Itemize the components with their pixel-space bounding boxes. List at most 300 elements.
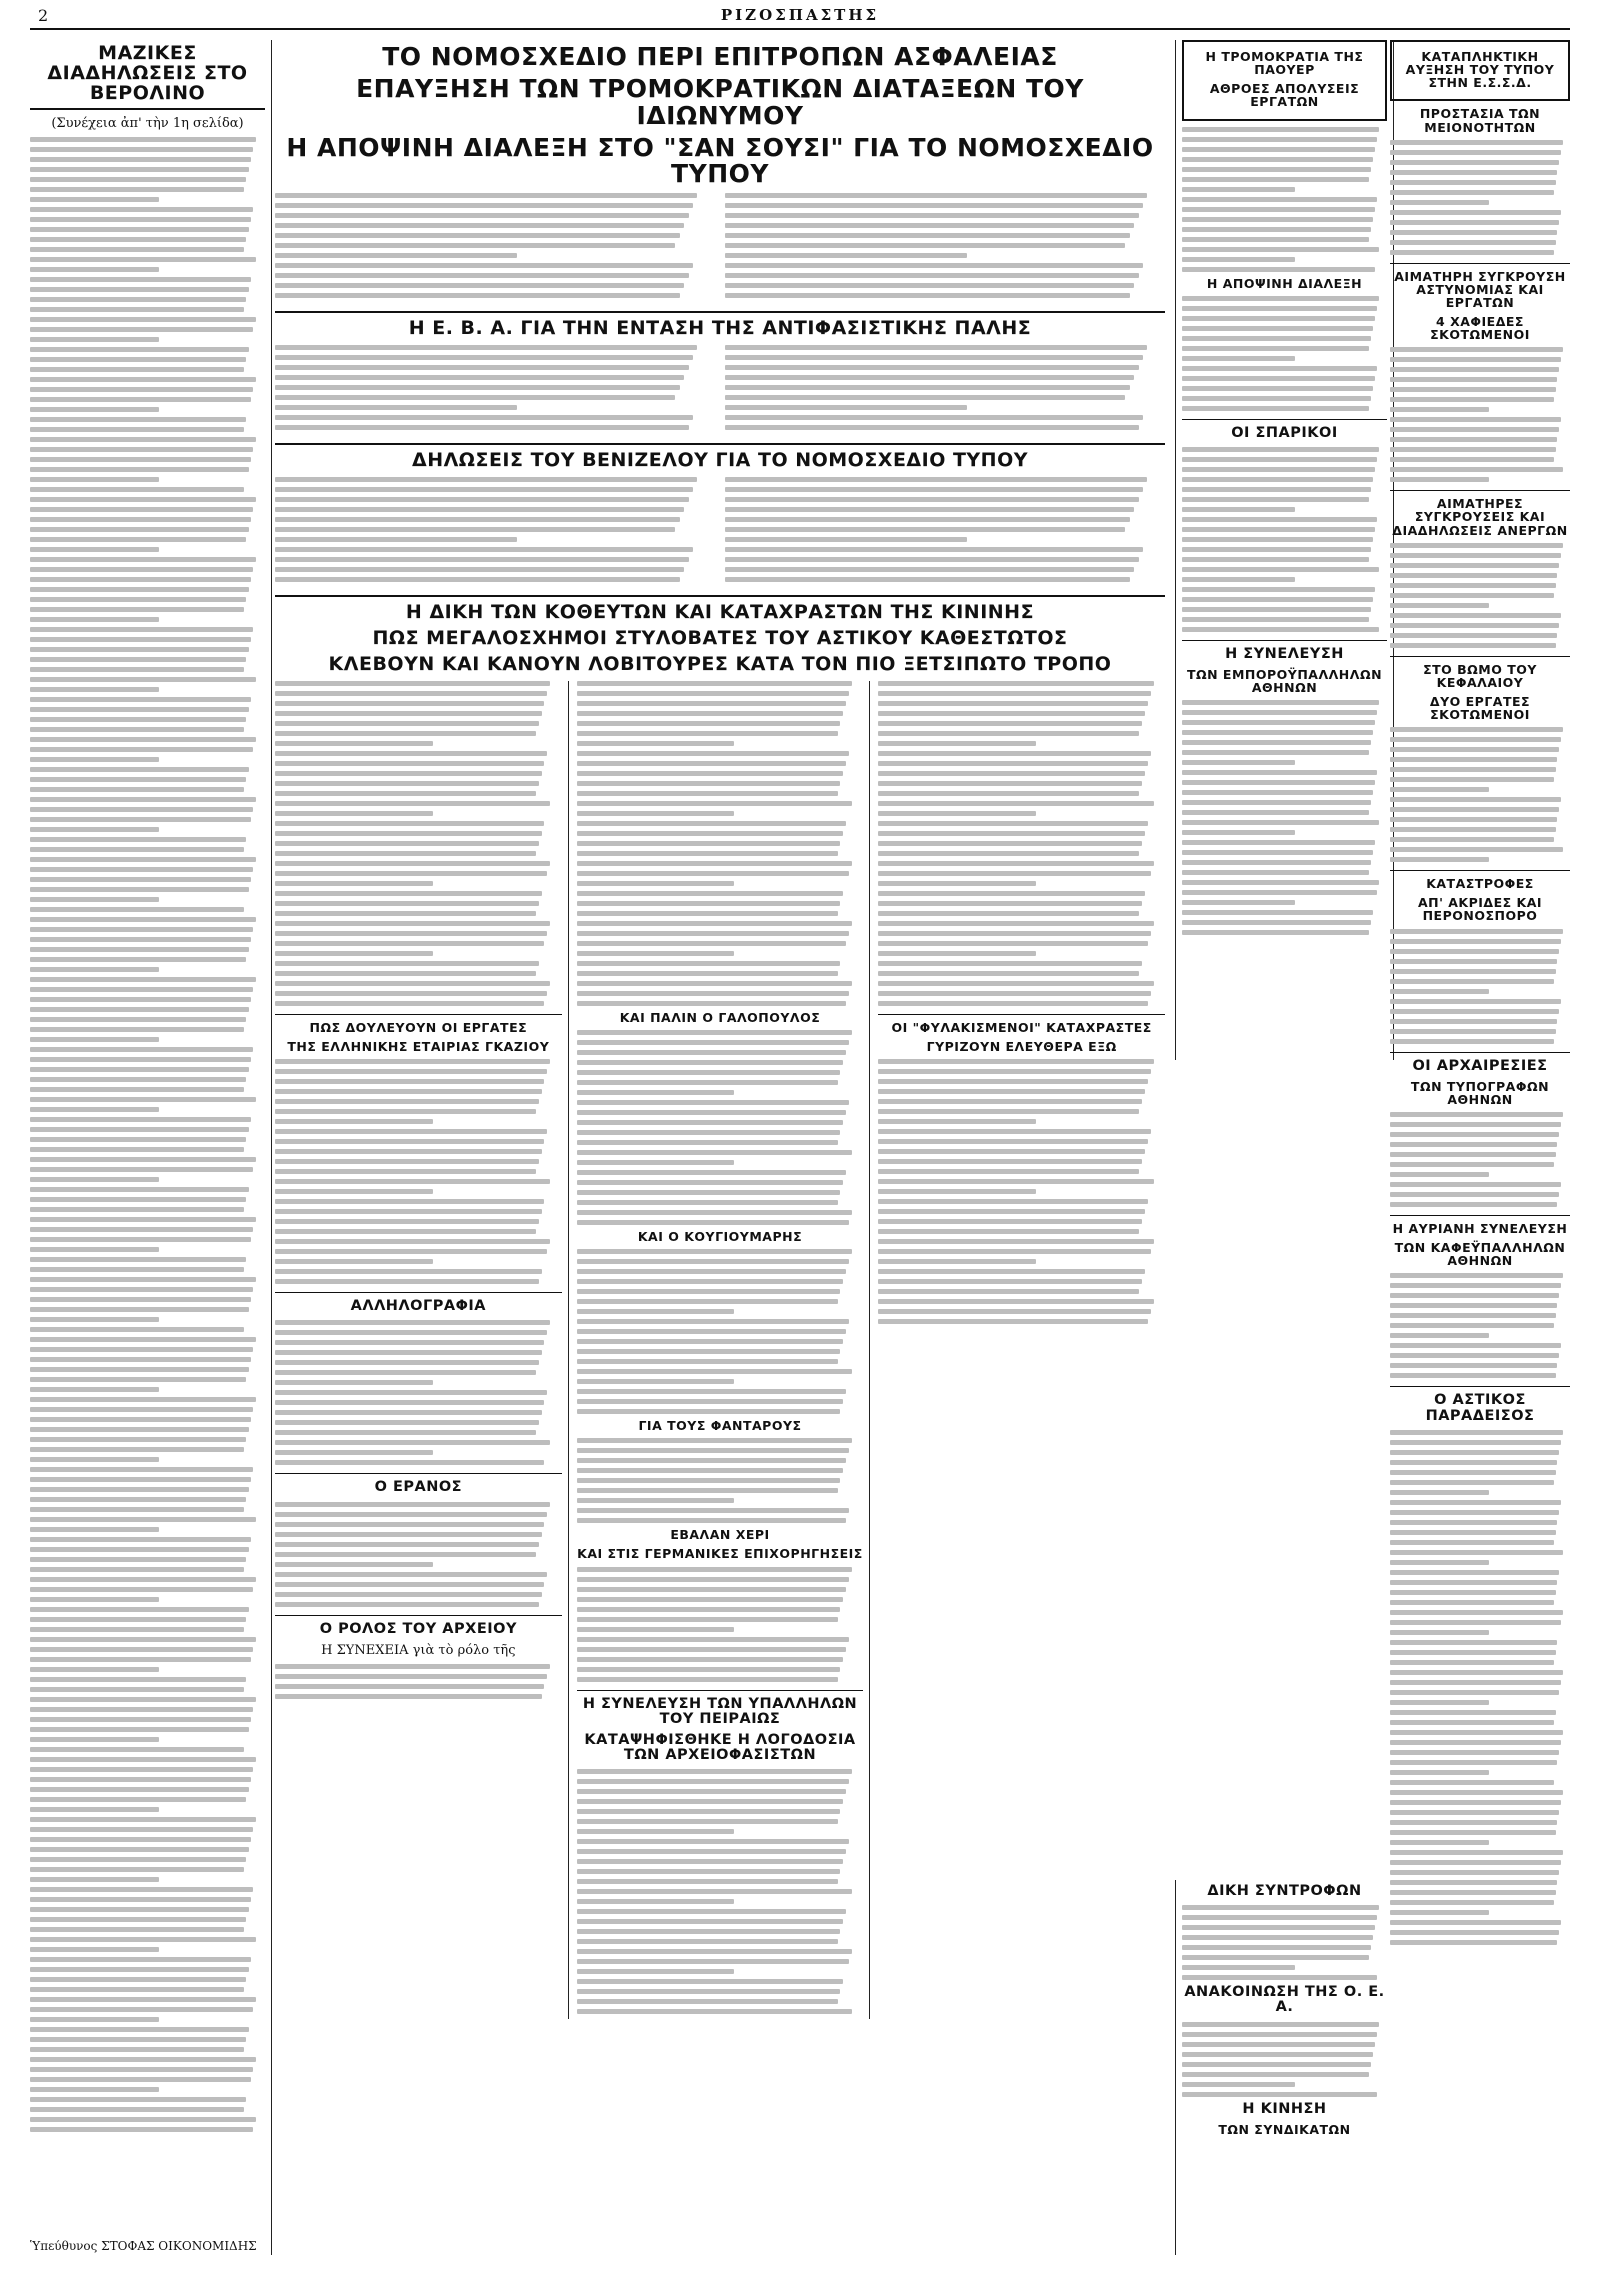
text-line-placeholder <box>725 345 1147 350</box>
text-line-placeholder <box>878 681 1153 686</box>
elections-headline: ΟΙ ΑΡΧΑΙΡΕΣΙΕΣ <box>1412 1057 1548 1074</box>
text-line-placeholder <box>725 223 1134 228</box>
text-line-placeholder <box>275 1562 433 1567</box>
text-line-placeholder <box>725 507 1134 512</box>
kouyioumaris-headline: ΚΑΙ Ο ΚΟΥΓΙΟΥΜΑΡΗΣ <box>637 1229 803 1245</box>
text-line-placeholder <box>30 2077 251 2082</box>
text-line-placeholder <box>1390 1780 1554 1785</box>
text-line-placeholder <box>1390 407 1489 412</box>
text-line-placeholder <box>275 1199 544 1204</box>
text-line-placeholder <box>878 1299 1153 1304</box>
text-line-placeholder <box>30 987 253 992</box>
text-line-placeholder <box>725 557 1139 562</box>
text-line-placeholder <box>30 1747 244 1752</box>
text-line-placeholder <box>30 1487 249 1492</box>
text-line-placeholder <box>1182 890 1377 895</box>
text-line-placeholder <box>30 967 159 972</box>
text-line-placeholder <box>1182 547 1371 552</box>
text-line-placeholder <box>878 811 1036 816</box>
text-line-placeholder <box>1390 1690 1559 1695</box>
text-line-placeholder <box>1182 2032 1377 2037</box>
text-line-placeholder <box>275 365 689 370</box>
text-line-placeholder <box>725 425 1139 430</box>
text-line-placeholder <box>878 891 1145 896</box>
text-line-placeholder <box>577 1090 735 1095</box>
text-line-placeholder <box>275 801 550 806</box>
text-line-placeholder <box>30 1467 253 1472</box>
text-line-placeholder <box>577 1050 846 1055</box>
text-line-placeholder <box>275 1390 547 1395</box>
text-line-placeholder <box>1390 1820 1557 1825</box>
text-line-placeholder <box>878 961 1142 966</box>
text-line-placeholder <box>1390 939 1561 944</box>
text-line-placeholder <box>30 1157 256 1162</box>
divider <box>275 595 1165 597</box>
venizelos-headline: ΔΗΛΩΣΕΙΣ ΤΟΥ ΒΕΝΙΖΕΛΟΥ ΓΙΑ ΤΟ ΝΟΜΟΣΧΕΔΙΟ ΤΥΠΟΥ <box>412 449 1028 472</box>
text-line-placeholder <box>1182 497 1369 502</box>
text-line-placeholder <box>1182 860 1371 865</box>
text-line-placeholder <box>725 365 1139 370</box>
text-line-placeholder <box>30 2127 253 2132</box>
text-line-placeholder <box>1390 1122 1561 1127</box>
text-line-placeholder <box>577 1200 838 1205</box>
text-line-placeholder <box>1182 720 1375 725</box>
text-line-placeholder <box>30 437 256 442</box>
text-line-placeholder <box>30 1127 249 1132</box>
text-line-placeholder <box>30 577 251 582</box>
text-line-placeholder <box>577 1899 735 1904</box>
text-line-placeholder <box>577 1498 735 1503</box>
text-line-placeholder <box>275 961 539 966</box>
text-line-placeholder <box>577 2009 852 2014</box>
newspaper-name: ΡΙΖΟΣΠΑΣΤΗΣ <box>720 6 880 24</box>
minorities-headline: ΠΡΟΣΤΑΣΙΑ ΤΩΝ ΜΕΙΟΝΟΤΗΤΩΝ <box>1419 106 1541 135</box>
text-line-placeholder <box>577 971 838 976</box>
text-line-placeholder <box>577 1939 838 1944</box>
text-line-placeholder <box>275 355 693 360</box>
text-line-placeholder <box>577 1869 841 1874</box>
text-line-placeholder <box>30 557 256 562</box>
text-line-placeholder <box>30 887 249 892</box>
text-line-placeholder <box>725 477 1147 482</box>
text-line-placeholder <box>275 1320 550 1325</box>
text-line-placeholder <box>1390 1112 1563 1117</box>
comrades-trial-body <box>1182 1905 1387 1980</box>
text-line-placeholder <box>577 811 735 816</box>
text-line-placeholder <box>30 1867 244 1872</box>
text-line-placeholder <box>878 701 1147 706</box>
text-line-placeholder <box>30 1687 244 1692</box>
text-line-placeholder <box>878 1269 1145 1274</box>
text-line-placeholder <box>30 1397 256 1402</box>
text-line-placeholder <box>577 991 849 996</box>
text-line-placeholder <box>30 997 251 1002</box>
text-line-placeholder <box>275 711 542 716</box>
text-line-placeholder <box>1390 417 1561 422</box>
text-line-placeholder <box>275 1370 536 1375</box>
column-2 <box>275 681 569 2020</box>
kouyioumaris-body <box>577 1249 864 1414</box>
text-line-placeholder <box>30 1637 256 1642</box>
text-line-placeholder <box>30 1617 246 1622</box>
text-line-placeholder <box>30 1727 249 1732</box>
text-line-placeholder <box>577 1140 838 1145</box>
text-line-placeholder <box>30 187 244 192</box>
lecture-text-a <box>275 193 715 303</box>
text-line-placeholder <box>577 1448 849 1453</box>
text-line-placeholder <box>577 1359 838 1364</box>
text-line-placeholder <box>577 1929 841 1934</box>
text-line-placeholder <box>275 1684 544 1689</box>
text-line-placeholder <box>577 1190 841 1195</box>
text-line-placeholder <box>1182 1935 1373 1940</box>
text-line-placeholder <box>1182 527 1375 532</box>
text-line-placeholder <box>878 1139 1147 1144</box>
text-line-placeholder <box>577 841 841 846</box>
text-line-placeholder <box>878 821 1147 826</box>
text-line-placeholder <box>1182 1905 1379 1910</box>
text-line-placeholder <box>30 1277 256 1282</box>
text-line-placeholder <box>577 1150 852 1155</box>
text-line-placeholder <box>577 1919 844 1924</box>
text-line-placeholder <box>1182 336 1371 341</box>
two-workers-body <box>1390 727 1570 862</box>
piraeus-employees-headline: Η ΣΥΝΕΛΕΥΣΗ ΤΩΝ ΥΠΑΛΛΗΛΩΝ ΤΟΥ ΠΕΙΡΑΙΩΣ <box>582 1695 858 1727</box>
newspaper-page <box>30 0 1570 2275</box>
text-line-placeholder <box>30 1647 253 1652</box>
text-line-placeholder <box>30 457 251 462</box>
text-line-placeholder <box>30 1377 246 1382</box>
text-line-placeholder <box>1182 227 1371 232</box>
text-line-placeholder <box>1390 1353 1559 1358</box>
text-line-placeholder <box>1390 1283 1561 1288</box>
text-line-placeholder <box>1390 1510 1559 1515</box>
text-line-placeholder <box>577 1889 852 1894</box>
text-line-placeholder <box>30 897 159 902</box>
text-line-placeholder <box>1182 2062 1371 2067</box>
text-line-placeholder <box>577 851 838 856</box>
text-line-placeholder <box>1390 817 1557 822</box>
text-line-placeholder <box>30 1837 251 1842</box>
text-line-placeholder <box>1390 1660 1554 1665</box>
text-line-placeholder <box>577 1478 841 1483</box>
text-line-placeholder <box>275 1330 547 1335</box>
kinine-subheadline-1: ΠΩΣ ΜΕΓΑΛΟΣΧΗΜΟΙ ΣΤΥΛΟΒΑΤΕΣ ΤΟΥ ΑΣΤΙΚΟΥ ΚΑΘΕΣΤΩΤΟΣ <box>372 627 1068 650</box>
text-line-placeholder <box>30 617 159 622</box>
text-line-placeholder <box>725 497 1139 502</box>
text-line-placeholder <box>30 2067 253 2072</box>
text-line-placeholder <box>577 1627 735 1632</box>
text-line-placeholder <box>577 1100 849 1105</box>
text-line-placeholder <box>275 1512 547 1517</box>
text-line-placeholder <box>878 711 1145 716</box>
hands-headline: ΕΒΑΛΑΝ ΧΕΡΙ <box>670 1527 770 1543</box>
text-line-placeholder <box>577 731 838 736</box>
text-line-placeholder <box>275 781 539 786</box>
text-line-placeholder <box>577 1979 844 1984</box>
text-line-placeholder <box>1390 959 1557 964</box>
text-line-placeholder <box>577 1587 846 1592</box>
text-line-placeholder <box>30 317 256 322</box>
text-line-placeholder <box>30 1657 251 1662</box>
text-line-placeholder <box>30 1297 251 1302</box>
text-line-placeholder <box>30 1767 253 1772</box>
text-line-placeholder <box>1390 807 1559 812</box>
text-line-placeholder <box>878 1239 1153 1244</box>
text-line-placeholder <box>577 1259 849 1264</box>
text-line-placeholder <box>30 1587 253 1592</box>
text-line-placeholder <box>1390 929 1563 934</box>
text-line-placeholder <box>1390 1670 1563 1675</box>
text-line-placeholder <box>577 1859 844 1864</box>
text-line-placeholder <box>275 1109 536 1114</box>
text-line-placeholder <box>577 901 841 906</box>
text-line-placeholder <box>275 1099 539 1104</box>
text-line-placeholder <box>878 731 1139 736</box>
text-line-placeholder <box>1390 949 1559 954</box>
meeting-headline: Η ΣΥΝΕΛΕΥΣΗ <box>1225 645 1344 662</box>
text-line-placeholder <box>275 405 517 410</box>
text-line-placeholder <box>275 487 693 492</box>
text-line-placeholder <box>275 1360 539 1365</box>
police-clash-body <box>1390 347 1570 482</box>
text-line-placeholder <box>1182 207 1375 212</box>
text-line-placeholder <box>878 931 1150 936</box>
text-line-placeholder <box>275 1139 544 1144</box>
text-line-placeholder <box>1390 1303 1557 1308</box>
text-line-placeholder <box>30 2117 256 2122</box>
archive-role-body <box>275 1664 562 1699</box>
text-line-placeholder <box>577 1597 844 1602</box>
text-line-placeholder <box>30 1567 244 1572</box>
text-line-placeholder <box>30 167 249 172</box>
text-line-placeholder <box>30 1007 249 1012</box>
text-line-placeholder <box>275 1069 547 1074</box>
text-line-placeholder <box>275 1694 542 1699</box>
text-line-placeholder <box>275 1249 547 1254</box>
text-line-placeholder <box>1390 1610 1563 1615</box>
text-line-placeholder <box>30 607 244 612</box>
text-line-placeholder <box>1182 1965 1295 1970</box>
shop-clerks-body <box>1182 700 1387 935</box>
text-line-placeholder <box>1390 1680 1561 1685</box>
text-line-placeholder <box>1182 187 1295 192</box>
text-line-placeholder <box>577 1567 852 1572</box>
text-line-placeholder <box>1390 220 1559 225</box>
text-line-placeholder <box>577 1080 838 1085</box>
text-line-placeholder <box>1182 517 1377 522</box>
unions-headline: ΤΩΝ ΣΥΝΔΙΚΑΤΩΝ <box>1218 2121 1351 2137</box>
soldiers-headline: ΓΙΑ ΤΟΥΣ ΦΑΝΤΑΡΟΥΣ <box>638 1418 802 1434</box>
text-line-placeholder <box>1390 1940 1557 1945</box>
text-line-placeholder <box>1182 850 1373 855</box>
text-line-placeholder <box>878 691 1150 696</box>
ussr-press-headline: ΚΑΤΑΠΛΗΚΤΙΚΗ ΑΥΞΗΣΗ ΤΟΥ ΤΥΠΟΥ ΣΤΗΝ Ε.Σ.Σ.Δ. <box>1405 49 1555 91</box>
shop-clerks-headline: ΤΩΝ ΕΜΠΟΡΟΫΠΑΛΛΗΛΩΝ ΑΘΗΝΩΝ <box>1186 667 1383 696</box>
text-line-placeholder <box>30 1907 249 1912</box>
text-line-placeholder <box>275 1119 433 1124</box>
unions-movement-headline: Η ΚΙΝΗΣΗ <box>1242 2100 1327 2117</box>
text-line-placeholder <box>1182 356 1295 361</box>
text-line-placeholder <box>577 751 849 756</box>
text-line-placeholder <box>30 2047 244 2052</box>
text-line-placeholder <box>577 1819 838 1824</box>
text-line-placeholder <box>30 947 249 952</box>
text-line-placeholder <box>1182 1955 1369 1960</box>
text-line-placeholder <box>1390 857 1489 862</box>
text-line-placeholder <box>1390 1560 1489 1565</box>
lecture-text-columns <box>275 193 1165 303</box>
text-line-placeholder <box>1390 1192 1559 1197</box>
text-line-placeholder <box>1390 1770 1489 1775</box>
text-line-placeholder <box>1390 367 1559 372</box>
editor-signature: Ὑπεύθυνος ΣΤΟΦΑΣ ΟΙΚΟΝΟΜΙΔΗΣ <box>30 2239 257 2253</box>
text-line-placeholder <box>1390 1740 1561 1745</box>
text-line-placeholder <box>1390 1313 1556 1318</box>
text-line-placeholder <box>577 1001 846 1006</box>
text-line-placeholder <box>1390 797 1561 802</box>
text-line-placeholder <box>1390 1600 1554 1605</box>
text-line-placeholder <box>878 971 1139 976</box>
text-line-placeholder <box>878 991 1150 996</box>
text-line-placeholder <box>1182 730 1373 735</box>
text-line-placeholder <box>878 741 1036 746</box>
text-line-placeholder <box>577 1667 841 1672</box>
text-line-placeholder <box>275 731 536 736</box>
gas-workers-headline: ΠΩΣ ΔΟΥΛΕΥΟΥΝ ΟΙ ΕΡΓΑΤΕΣ <box>309 1019 528 1035</box>
text-line-placeholder <box>1390 1343 1561 1348</box>
text-line-placeholder <box>577 771 844 776</box>
text-line-placeholder <box>30 1607 249 1612</box>
text-line-placeholder <box>275 861 550 866</box>
text-line-placeholder <box>1390 1750 1559 1755</box>
venizelos-text-columns <box>275 477 1165 587</box>
text-line-placeholder <box>30 1497 246 1502</box>
text-line-placeholder <box>30 797 256 802</box>
text-line-placeholder <box>1390 1580 1557 1585</box>
text-line-placeholder <box>1182 1925 1375 1930</box>
divider <box>275 443 1165 445</box>
text-line-placeholder <box>878 861 1153 866</box>
text-line-placeholder <box>30 847 244 852</box>
text-line-placeholder <box>725 243 1125 248</box>
text-line-placeholder <box>1390 1760 1557 1765</box>
text-line-placeholder <box>1390 1273 1563 1278</box>
text-line-placeholder <box>275 283 684 288</box>
text-line-placeholder <box>275 1159 539 1164</box>
text-line-placeholder <box>30 667 244 672</box>
text-line-placeholder <box>30 297 246 302</box>
fundraiser-headline: Ο ΕΡΑΝΟΣ <box>374 1479 463 1496</box>
text-line-placeholder <box>275 931 547 936</box>
text-line-placeholder <box>30 1407 253 1412</box>
col2-text-top <box>275 681 562 1006</box>
text-line-placeholder <box>30 737 256 742</box>
text-line-placeholder <box>275 1450 433 1455</box>
unemployed-clashes-body <box>1390 543 1570 648</box>
text-line-placeholder <box>577 1299 838 1304</box>
text-line-placeholder <box>275 1572 547 1577</box>
text-line-placeholder <box>30 417 246 422</box>
text-line-placeholder <box>577 1120 844 1125</box>
text-line-placeholder <box>1390 593 1554 598</box>
text-line-placeholder <box>577 1309 735 1314</box>
lecture-subheadline: Η ΑΠΟΨΙΝΗ ΔΙΑΛΕΞΗ <box>1206 275 1363 291</box>
text-line-placeholder <box>1182 507 1295 512</box>
text-line-placeholder <box>275 345 697 350</box>
text-line-placeholder <box>30 237 246 242</box>
text-line-placeholder <box>275 971 536 976</box>
text-line-placeholder <box>725 517 1130 522</box>
text-line-placeholder <box>878 1001 1147 1006</box>
text-line-placeholder <box>577 1799 844 1804</box>
text-line-placeholder <box>878 1169 1139 1174</box>
text-line-placeholder <box>878 791 1139 796</box>
text-line-placeholder <box>30 1387 159 1392</box>
text-line-placeholder <box>275 395 675 400</box>
text-line-placeholder <box>725 193 1147 198</box>
text-line-placeholder <box>725 375 1134 380</box>
text-line-placeholder <box>1182 217 1373 222</box>
text-line-placeholder <box>878 1089 1145 1094</box>
text-line-placeholder <box>577 1969 735 1974</box>
text-line-placeholder <box>1390 1870 1559 1875</box>
text-line-placeholder <box>275 1149 542 1154</box>
text-line-placeholder <box>275 193 697 198</box>
gas-article-body <box>275 1059 562 1284</box>
text-line-placeholder <box>30 1167 253 1172</box>
text-line-placeholder <box>878 1319 1147 1324</box>
text-line-placeholder <box>275 901 539 906</box>
text-line-placeholder <box>30 1937 256 1942</box>
text-line-placeholder <box>1182 326 1373 331</box>
unemployed-clashes-headline: ΑΙΜΑΤΗΡΕΣ ΣΥΓΚΡΟΥΣΕΙΣ ΚΑΙ ΔΙΑΔΗΛΩΣΕΙΣ ΑΝΕΡΓΩΝ <box>1392 496 1568 538</box>
text-line-placeholder <box>30 407 159 412</box>
text-line-placeholder <box>30 177 246 182</box>
text-line-placeholder <box>30 2037 246 2042</box>
text-line-placeholder <box>1182 800 1371 805</box>
text-line-placeholder <box>1182 376 1375 381</box>
text-line-placeholder <box>1390 969 1556 974</box>
text-line-placeholder <box>1390 427 1559 432</box>
text-line-placeholder <box>1390 1172 1489 1177</box>
headline-security-committees: ΤΟ ΝΟΜΟΣΧΕΔΙΟ ΠΕΡΙ ΕΠΙΤΡΟΠΩΝ ΑΣΦΑΛΕΙΑΣ <box>382 42 1058 71</box>
text-line-placeholder <box>30 517 251 522</box>
text-line-placeholder <box>275 821 544 826</box>
text-line-placeholder <box>30 927 253 932</box>
galopoulos-headline: ΚΑΙ ΠΑΛΙΝ Ο ΓΑΛΟΠΟΥΛΟΣ <box>619 1009 821 1025</box>
text-line-placeholder <box>577 1269 846 1274</box>
text-line-placeholder <box>30 587 249 592</box>
text-line-placeholder <box>1390 1730 1563 1735</box>
text-line-placeholder <box>30 1707 253 1712</box>
text-line-placeholder <box>275 871 547 876</box>
eba-headline: Η Ε. Β. Α. ΓΙΑ ΤΗΝ ΕΝΤΑΣΗ ΤΗΣ ΑΝΤΙΦΑΣΙΣΤΙΚΗΣ ΠΑΛΗΣ <box>408 317 1032 340</box>
text-line-placeholder <box>577 1677 838 1682</box>
column-3 <box>577 681 871 2020</box>
text-line-placeholder <box>1390 1029 1556 1034</box>
cafe-workers-headline: ΤΩΝ ΚΑΦΕΫΠΑΛΛΗΛΩΝ ΑΘΗΝΩΝ <box>1394 1240 1566 1269</box>
text-line-placeholder <box>30 1817 256 1822</box>
text-line-placeholder <box>275 1179 550 1184</box>
text-line-placeholder <box>30 427 244 432</box>
text-line-placeholder <box>30 1247 159 1252</box>
text-line-placeholder <box>577 1577 849 1582</box>
text-line-placeholder <box>30 327 253 332</box>
text-line-placeholder <box>878 831 1145 836</box>
text-line-placeholder <box>275 1340 544 1345</box>
text-line-placeholder <box>30 1807 159 1812</box>
